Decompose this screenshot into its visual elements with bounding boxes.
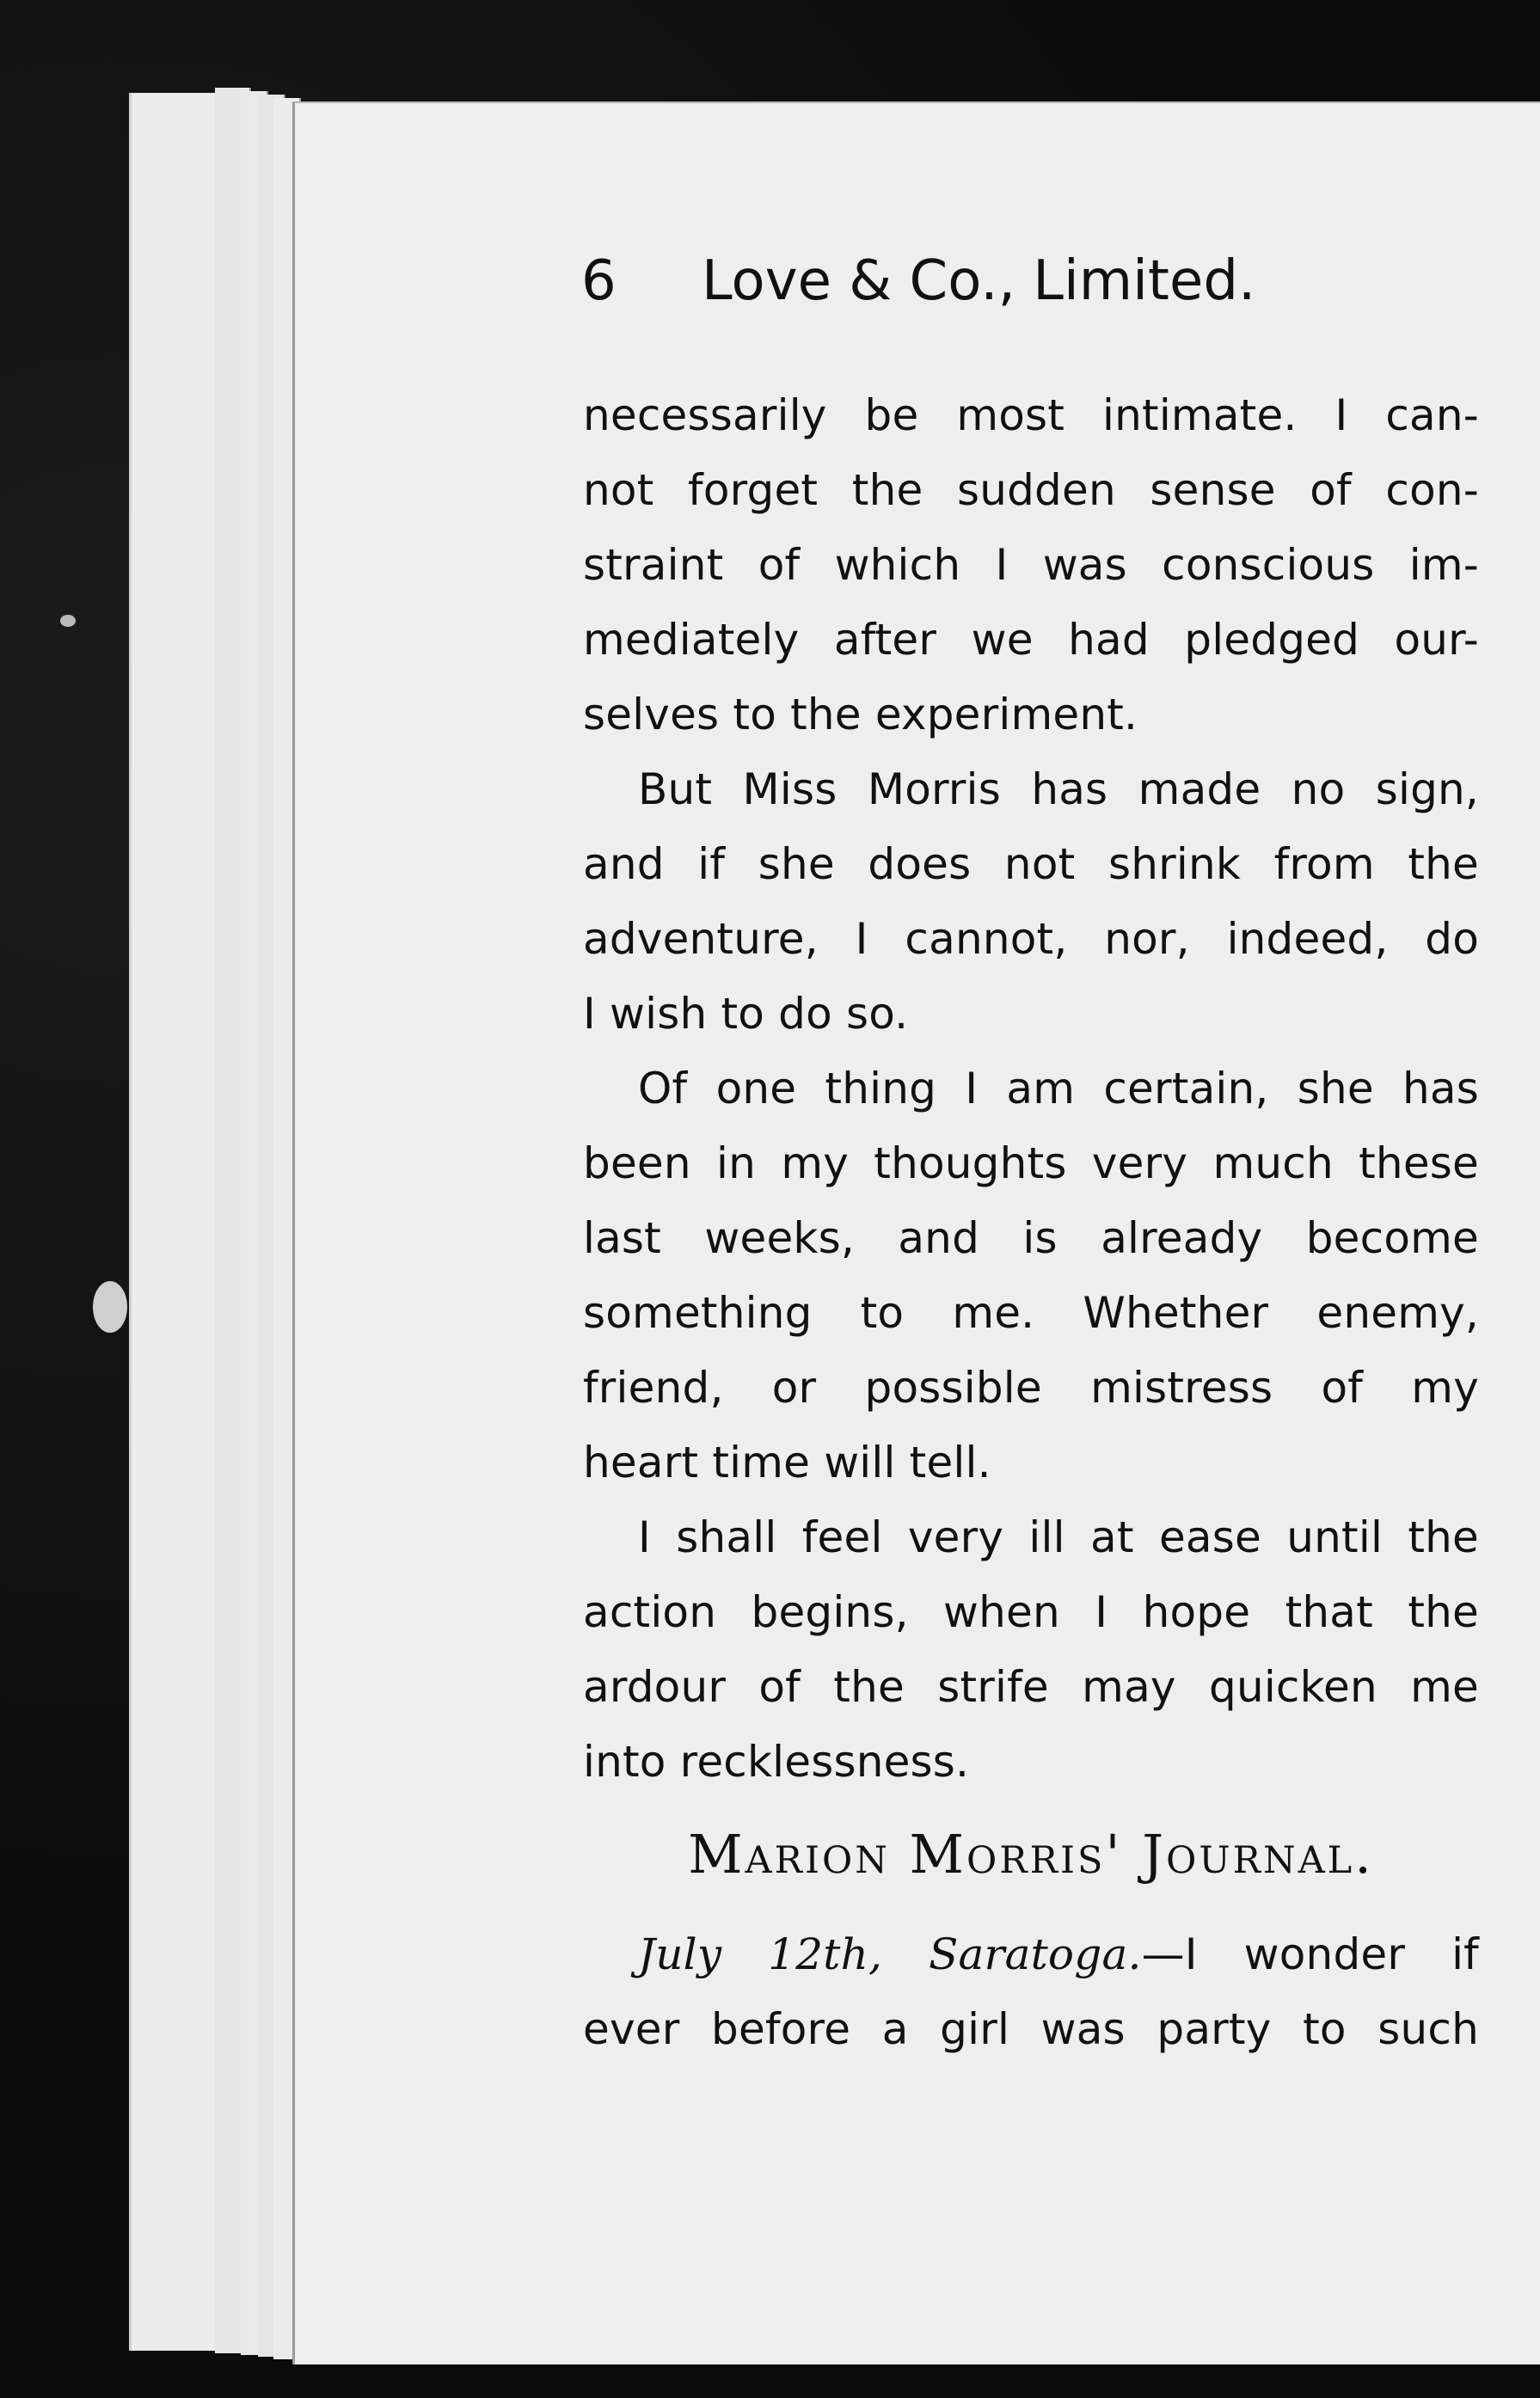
text-line: straint of which I was conscious im- (583, 540, 1479, 590)
text-line: action begins, when I hope that the (583, 1587, 1479, 1637)
text-line: and if she does not shrink from the (583, 839, 1479, 889)
book-title: Love & Co., Limited. (702, 249, 1256, 313)
body-text (583, 378, 1479, 1800)
text-line (583, 1917, 1479, 1992)
text-line: heart time will tell. (583, 1438, 991, 1487)
section-heading: Marion Morris' Journal. (688, 1823, 1374, 1886)
text-line: I shall feel very ill at ease until the (638, 1512, 1479, 1562)
text-line: mediately after we had pledged our- (583, 615, 1479, 665)
text-line: I wish to do so. (583, 989, 909, 1039)
paper-speck (60, 615, 76, 627)
text-line: last weeks, and is already become (583, 1213, 1479, 1263)
text-line: ever before a girl was party to such (583, 2004, 1479, 2054)
journal-date: July 12th, Saratoga. (638, 1929, 1142, 1979)
running-head (581, 249, 1441, 313)
text-line: But Miss Morris has made no sign, (638, 764, 1479, 814)
text-line: something to me. Whether enemy, (583, 1288, 1479, 1338)
text-line: necessarily be most intimate. I can- (583, 390, 1479, 440)
text-line: friend, or possible mistress of my (583, 1363, 1479, 1413)
text-line: been in my thoughts very much these (583, 1138, 1479, 1188)
text-line: Of one thing I am certain, she has (638, 1064, 1479, 1113)
paper-speck (93, 1281, 127, 1333)
text-line: not forget the sudden sense of con- (583, 465, 1479, 515)
page-number: 6 (581, 249, 617, 313)
text-line: ardour of the strife may quicken me (583, 1662, 1479, 1712)
journal-entry (583, 1917, 1479, 2067)
journal-text: —I wonder if (1141, 1929, 1479, 1979)
text-line: into recklessness. (583, 1737, 970, 1787)
text-line: selves to the experiment. (583, 690, 1138, 739)
text-line: adventure, I cannot, nor, indeed, do (583, 914, 1479, 964)
